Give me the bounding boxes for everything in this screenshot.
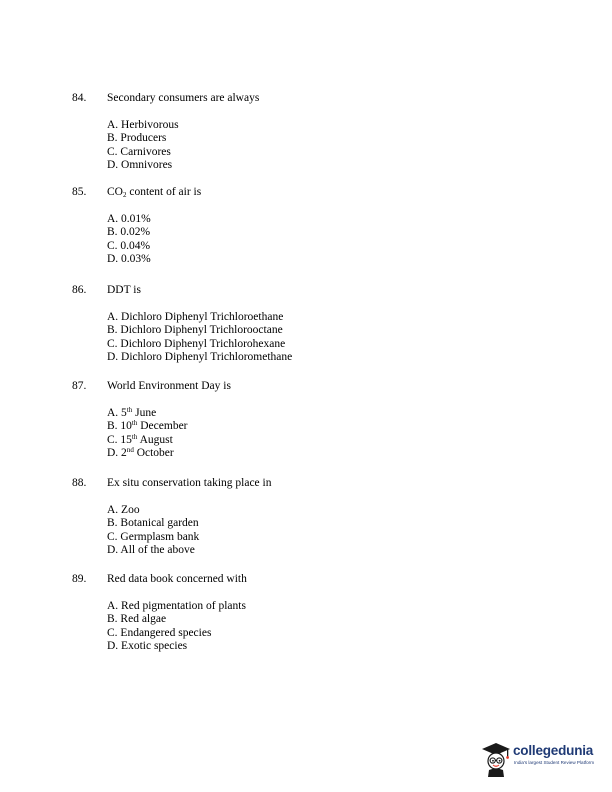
options-list [107,119,512,173]
options-list [107,504,512,558]
option-b: B. Producers [107,132,167,144]
option-c: C. Dichloro Diphenyl Trichlorohexane [107,337,286,350]
option-b: B. Dichloro Diphenyl Trichlorooctane [107,324,283,336]
question-86 [72,284,512,365]
question-87 [72,380,512,461]
collegedunia-logo [480,740,606,780]
options-list [107,213,512,267]
question-85 [72,186,512,267]
logo-wordmark: collegedunia [513,743,594,758]
question-number: 87. [72,380,87,392]
option-a: A. 0.01% [107,212,151,225]
option-d: D. Dichloro Diphenyl Trichloromethane [107,351,293,363]
option-c: C. Carnivores [107,145,171,158]
question-text: Ex situ conservation taking place in [107,477,272,489]
question-text: DDT is [107,284,141,296]
question-89 [72,573,512,654]
option-a: A. 5th June [107,405,157,419]
question-number: 84. [72,92,87,104]
option-d: D. Exotic species [107,640,188,652]
option-c: C. Endangered species [107,626,212,639]
option-a: A. Dichloro Diphenyl Trichloroethane [107,310,284,323]
question-text: Secondary consumers are always [107,92,260,104]
option-a: A. Red pigmentation of plants [107,599,246,612]
student-mascot-icon [480,740,512,778]
question-number: 86. [72,284,87,296]
question-number: 85. [72,186,87,198]
question-text: Red data book concerned with [107,573,247,585]
question-84 [72,92,512,173]
option-c: C. 0.04% [107,239,151,252]
question-number: 88. [72,477,87,489]
option-d: D. 2nd October [107,446,174,459]
question-text [107,186,201,200]
option-d: D. All of the above [107,544,195,556]
option-c: C. 15th August [107,432,173,446]
options-list [107,311,512,365]
option-a: A. Zoo [107,503,140,516]
option-b: B. Red algae [107,613,167,625]
question-text-start: CO [107,186,123,198]
option-a: A. Herbivorous [107,118,179,131]
option-b: B. 0.02% [107,226,151,238]
question-number: 89. [72,573,87,585]
option-b: B. 10th December [107,419,188,432]
logo-tagline: India's largest Student Review Platform [514,760,595,765]
option-d: D. 0.03% [107,253,151,265]
option-d: D. Omnivores [107,159,173,171]
options-list [107,600,512,654]
options-list [107,407,512,461]
subscript: 2 [122,191,127,199]
option-c: C. Germplasm bank [107,530,200,543]
option-b: B. Botanical garden [107,517,199,529]
question-text-end: content of air is [126,186,202,198]
question-88 [72,477,512,558]
question-text: World Environment Day is [107,380,231,392]
